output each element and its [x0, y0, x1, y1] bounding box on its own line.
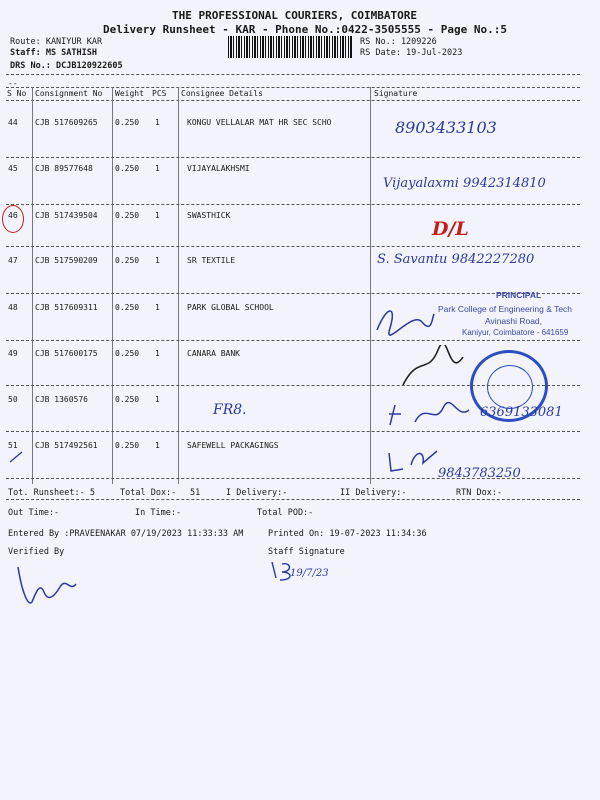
stamp-line: Kaniyur, Coimbatore - 641659: [462, 328, 569, 337]
row50-signature: [385, 400, 475, 430]
row-weight: 0.250: [115, 118, 140, 127]
staff-label: Staff: MS SATHISH: [10, 48, 97, 58]
row-consignee: SAFEWELL PACKAGINGS: [187, 441, 279, 450]
canara-signature: [398, 345, 468, 390]
row-consignment: CJB 89577648: [35, 164, 93, 173]
row-sno: 46: [8, 211, 18, 220]
row-weight: 0.250: [115, 256, 140, 265]
col-consignee: Consignee Details: [181, 89, 263, 98]
total-dox-label: Total Dox:-: [120, 488, 177, 498]
row-weight: 0.250: [115, 164, 140, 173]
stamp-line: Avinashi Road,: [485, 316, 543, 326]
row-signature: Vijayalaxmi 9942314810: [383, 176, 546, 191]
drs-number: DRS No.: DCJB120922605: [10, 61, 123, 71]
col-consignment: Consignment No: [35, 89, 103, 98]
row-consignee: KONGU VELLALAR MAT HR SEC SCHO: [187, 118, 332, 127]
row51-signature: [385, 445, 445, 475]
row-consignment: CJB 517439504: [35, 211, 98, 220]
in-time: In Time:-: [135, 508, 182, 518]
verified-by-label: Verified By: [8, 547, 65, 557]
col-sno: S No: [7, 89, 27, 98]
row-consignee: CANARA BANK: [187, 349, 240, 358]
row-consignee: PARK GLOBAL SCHOOL: [187, 303, 274, 312]
barcode: [228, 36, 352, 58]
row-signature: 6369133081: [480, 405, 563, 420]
company-title: THE PROFESSIONAL COURIERS, COIMBATORE: [172, 9, 418, 22]
row-sno: 44: [8, 118, 18, 127]
stamp-line: PRINCIPAL: [496, 290, 542, 300]
printed-on: Printed On: 19-07-2023 11:34:36: [268, 529, 427, 539]
row-sno: 47: [8, 256, 18, 265]
col-weight: Weight: [115, 89, 144, 98]
row-sno: 50: [8, 395, 18, 404]
row-pcs: 1: [155, 441, 160, 450]
row-consignee: SR TEXTILE: [187, 256, 236, 265]
stamp-line: Park College of Engineering & Tech: [438, 304, 573, 314]
row-consignment: CJB 517590209: [35, 256, 98, 265]
row-sno: 45: [8, 164, 18, 173]
ii-delivery: II Delivery:-: [340, 488, 407, 498]
out-time: Out Time:-: [8, 508, 60, 518]
row-signature: D/L: [432, 218, 469, 240]
staff-signature-date: 19/7/23: [290, 568, 329, 579]
total-runsheet: Tot. Runsheet:- 5: [8, 488, 95, 498]
entered-by: Entered By :PRAVEENAKAR 07/19/2023 11:33:33 AM: [8, 529, 244, 539]
row-signature: 8903433103: [395, 118, 497, 137]
row-sno: 49: [8, 349, 18, 358]
col-signature: Signature: [374, 89, 418, 98]
row-pcs: 1: [155, 211, 160, 220]
margin-tick: [8, 450, 24, 464]
signature-scribble: [372, 300, 437, 340]
row-sno: 51: [8, 441, 18, 450]
row-sno: 48: [8, 303, 18, 312]
i-delivery: I Delivery:-: [226, 488, 288, 498]
row-consignment: CJB 517609265: [35, 118, 98, 127]
staff-signature-label: Staff Signature: [268, 547, 345, 557]
row-weight: 0.250: [115, 303, 140, 312]
row-pcs: 1: [155, 395, 160, 404]
runsheet-subtitle: Delivery Runsheet - KAR - Phone No.:0422-3505555 - Page No.:5: [103, 23, 507, 36]
col-pcs: PCS: [152, 89, 167, 98]
row-pcs: 1: [155, 256, 160, 265]
rs-number: RS No.: 1209226: [360, 37, 437, 47]
row-consignee: SWASTHICK: [187, 211, 231, 220]
row-weight: 0.250: [115, 349, 140, 358]
row-pcs: 1: [155, 164, 160, 173]
rtn-dox: RTN Dox:-: [456, 488, 503, 498]
rs-date: RS Date: 19-Jul-2023: [360, 48, 463, 58]
row-pcs: 1: [155, 118, 160, 127]
row-consignment: CJB 517492561: [35, 441, 98, 450]
row-consignment: CJB 517600175: [35, 349, 98, 358]
total-pod: Total POD:-: [257, 508, 314, 518]
route-label: Route: KANIYUR KAR: [10, 37, 103, 47]
row-signature: S. Savantu 9842227280: [377, 252, 535, 267]
row-signature: 9843783250: [438, 466, 521, 481]
row-weight: 0.250: [115, 395, 140, 404]
row-weight: 0.250: [115, 211, 140, 220]
header-dashes: --: [8, 79, 18, 88]
row-weight: 0.250: [115, 441, 140, 450]
verified-signature: [10, 562, 80, 612]
row-pcs: 1: [155, 349, 160, 358]
row-consignee: VIJAYALAKHSMI: [187, 164, 250, 173]
total-dox-count: 51: [190, 488, 201, 498]
row-pcs: 1: [155, 303, 160, 312]
row-consignment: CJB 1360576: [35, 395, 88, 404]
row-consignment: CJB 517609311: [35, 303, 98, 312]
handwritten-note: FR8.: [213, 402, 247, 418]
